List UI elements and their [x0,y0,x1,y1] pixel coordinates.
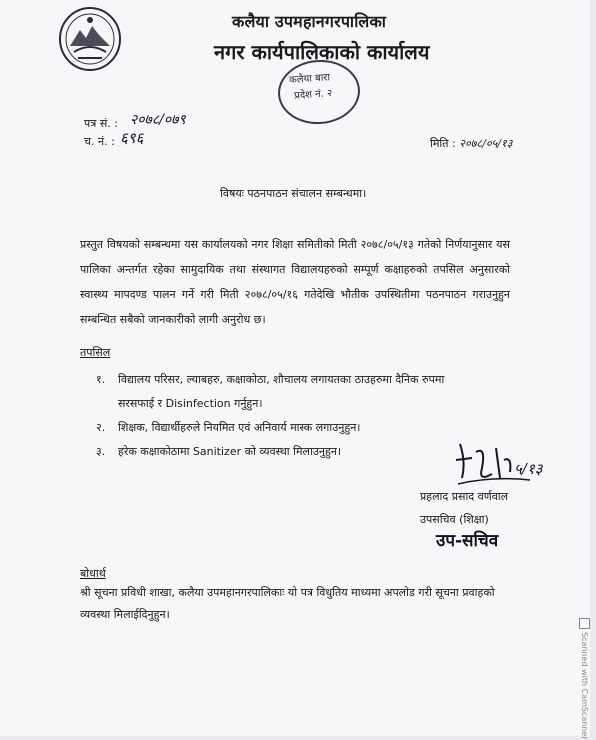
cc-body: श्री सूचना प्रविधी शाखा, कलैया उपमहानगरपालिकाः यो पत्र विधुतिय माध्यमा अपलोड गरी सूचना प्रवाहको व्यवस्था मिलाईदिनुहुन। [80,586,495,621]
office-name: कलैया उपमहानगरपालिका [232,12,387,31]
nepal-emblem-icon [58,6,122,72]
tapasil-item-text-cont: सरसफाई र Disinfection गर्नुहुन। [118,397,263,410]
signature-scribble [452,438,562,490]
patra-number: २०७८/०७९ [130,112,186,128]
office-stamp [276,57,362,127]
camscanner-logo-icon [579,618,590,629]
tapasil-title: तपसिल [80,346,111,359]
signatory-designation: उपसचिव (शिक्षा) [420,513,489,526]
designation-stamp: उप-सचिव [436,531,499,551]
date-value: २०७८/०५/१३ [459,137,513,150]
chalani-number: ६९६ [120,129,144,147]
tapasil-item-text: विद्यालय परिसर, ल्याबहरु, कक्षाकोठा, शौचालय लगायतका ठाउहरुमा दैनिक रुपमा [118,373,445,386]
stamp-line-2: प्रदेश नं. २ [293,88,333,102]
signatory-name: प्रहलाद प्रसाद वर्णवाल [420,490,509,503]
office-title: नगर कार्यपालिकाको कार्यालय [214,40,430,64]
camscanner-watermark [578,618,590,740]
tapasil-item-2 [96,416,516,440]
tapasil-item-text: हरेक कक्षाकोठामा Sanitizer को व्यवस्था मिलाउनुहुन। [118,445,342,458]
signature-date: ५/१३ [514,460,543,478]
tapasil-item-number: १. [96,373,106,386]
chalani-label: च. नं. : [84,135,115,148]
date-line [430,136,512,151]
cc-title: बोधार्थ [80,567,106,580]
stamp-line-1: कलैया बारा [288,72,331,87]
watermark-text: Scanned with CamScanner [580,632,589,740]
tapasil-item-1 [96,368,516,416]
date-label: मिति : [430,137,456,150]
tapasil-item-number: ३. [96,445,106,458]
patra-label: पत्र सं. : [84,117,118,130]
subject-line: विषयः पठनपाठन संचालन सम्बन्धमा। [220,187,367,200]
body-paragraph: प्रस्तुत विषयको सम्बन्धमा यस कार्यालयको नगर शिक्षा समितीको मिती २०७८/०५/१३ गतेको निर्णयानुसार यस पालिका अन्तर्गत रहेका सामुदायिक तथा संस्थागत विद्यालयहरुको सम्पूर्ण कक्षाहरुको तपसिल अनुसारको स्वास्थ्य मापदण्ड पालन गर्ने गरी मिती २०७८/०५/१६ गतेदेखि भौतीक उपस्थितीमा पठनपाठन गराउनुहुन सम्बन्धित सबैको जानकारीको लागी अनुरोध छ। [80,238,510,326]
tapasil-item-number: २. [96,421,106,434]
tapasil-item-text: शिक्षक, विद्यार्थीहरुले नियमित एवं अनिवार्य मास्क लगाउनुहुन। [118,421,361,434]
